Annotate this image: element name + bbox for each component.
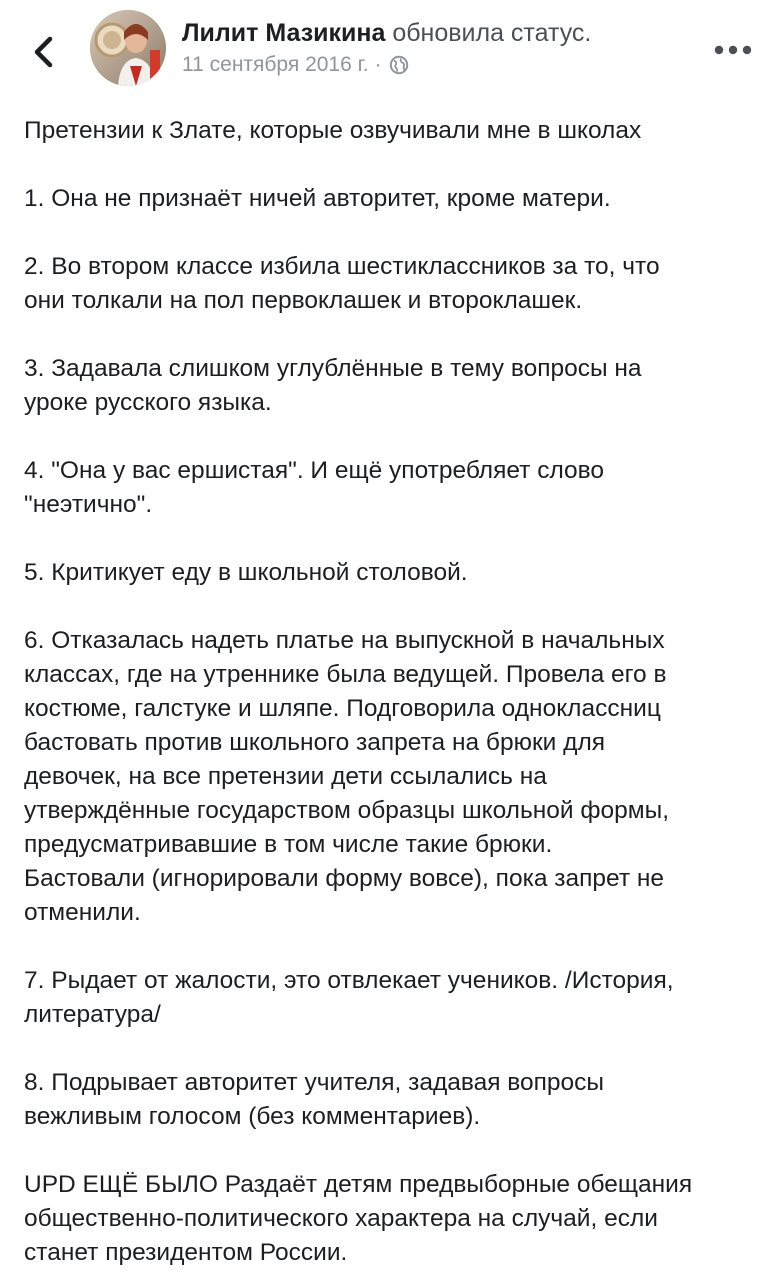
post-paragraph: 6. Отказалась надеть платье на выпускной в начальных классах, где на утреннике была ведущей. Провела его в костюме, галстуке и шляпе. Подговорила одноклассниц бастовать против школьного запрета на брюки для девочек, на все претензии дети ссылались на утверждённые государством образцы школьной формы, предусматривавшие в том числе такие брюки. Бастовали (игнорировали форму вовсе), пока запрет не отменили. (24, 627, 670, 926)
author-line (182, 16, 591, 50)
globe-icon (389, 55, 409, 75)
post-header (0, 0, 778, 100)
post-meta (182, 51, 409, 79)
status-action-text: обновила статус. (385, 19, 592, 47)
post-paragraph: 5. Критикует еду в школьной столовой. (24, 559, 468, 586)
post-paragraph: 3. Задавала слишком углублённые в тему вопросы на уроке русского языка. (24, 355, 642, 416)
back-button[interactable] (30, 34, 58, 70)
meta-separator: · (374, 53, 382, 76)
post-paragraph: 4. "Она у вас ершистая". И ещё употребляет слово "неэтично". (24, 457, 605, 518)
author-name[interactable]: Лилит Мазикина (182, 19, 386, 47)
more-horizontal-icon[interactable] (712, 40, 754, 60)
more-options-button[interactable] (712, 40, 754, 60)
post-paragraph: Претензии к Злате, которые озвучивали мне в школах (24, 117, 642, 144)
avatar-photo (90, 10, 166, 86)
post-text (24, 114, 764, 1270)
post-paragraph: UPD ЕЩЁ БЫЛО Раздаёт детям предвыборные обещания общественно-политического характера на случай, если станет президентом России. (24, 1171, 693, 1266)
post-paragraph: 8. Подрывает авторитет учителя, задавая вопросы вежливым голосом (без комментариев). (24, 1069, 605, 1130)
post-date[interactable]: 11 сентября 2016 г. (182, 53, 369, 76)
post-paragraph: 7. Рыдает от жалости, это отвлекает учеников. /История, литература/ (24, 967, 674, 1028)
post-paragraph: 1. Она не признаёт ничей авторитет, кроме матери. (24, 185, 611, 212)
chevron-left-icon[interactable] (30, 34, 58, 70)
post-paragraph: 2. Во втором классе избила шестиклассников за то, что они толкали на пол первоклашек и второклашек. (24, 253, 660, 314)
avatar[interactable] (90, 10, 166, 86)
